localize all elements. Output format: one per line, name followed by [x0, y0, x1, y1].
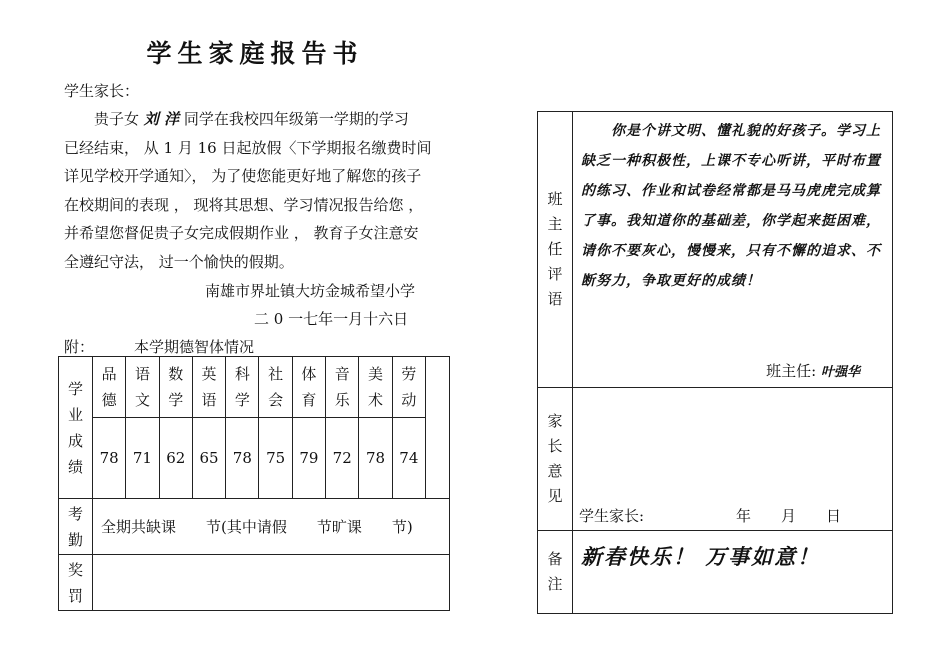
salutation: 学生家长： [64, 82, 140, 100]
rewards-row [59, 555, 450, 611]
report-title: 学生家庭报告书 [146, 39, 364, 68]
score-cell: 78 [226, 418, 259, 499]
subject-cell: 体育 [292, 357, 325, 418]
comment-line: 断努力，争取更好的成绩！ [581, 273, 761, 289]
comment-line: 请你不要灰心，慢慢来，只有不懈的追求、不 [581, 243, 881, 259]
appendix-label: 附： [64, 338, 95, 356]
score-cell: 65 [192, 418, 225, 499]
line1-suffix: 同学在我校四年级第一学期的学习 [183, 110, 409, 128]
date-placeholder: 年 月 日 [736, 507, 842, 525]
comment-line: 的练习、作业和试卷经常都是马马虎虎完成算 [581, 183, 881, 199]
appendix-title: 本学期德智体情况 [134, 338, 255, 356]
subject-cell: 数学 [159, 357, 192, 418]
remark-cell [573, 531, 893, 614]
line1-prefix: 贵子女 [94, 110, 140, 128]
remark-label: 备注 [538, 531, 573, 614]
teacher-signature: 班主任: 叶强华 [766, 362, 860, 380]
parent-opinion-label: 家长意见 [538, 388, 573, 531]
letter-line-5: 并希望您督促贵子女完成假期作业 ， 教育子女注意安 [64, 224, 419, 242]
remark-row [538, 531, 893, 614]
score-cell: 75 [259, 418, 292, 499]
scores-row [59, 418, 450, 499]
letter-line-2: 已经结束， 从 1 月 16 日起放假〈下学期报名缴费时间 [64, 139, 432, 157]
teacher-comment [573, 112, 892, 296]
grades-table [58, 356, 450, 611]
letter-line-1 [94, 109, 409, 129]
parent-signature: 学生家长: [579, 507, 645, 525]
score-cell: 79 [292, 418, 325, 499]
comment-line: 缺乏一种积极性，上课不专心听讲，平时布置 [581, 153, 881, 169]
academic-label: 学业成绩 [59, 357, 93, 499]
subject-cell: 美术 [359, 357, 392, 418]
student-name: 刘 洋 [143, 110, 180, 128]
school-name: 南雄市界址镇大坊金城希望小学 [205, 282, 416, 300]
score-cell: 78 [93, 418, 126, 499]
teacher-name: 叶强华 [820, 365, 860, 380]
letter-line-6: 全遵纪守法， 过一个愉快的假期。 [64, 253, 294, 271]
empty-cell [426, 357, 450, 499]
letter-date: 二 0 一七年一月十六日 [254, 310, 409, 328]
teacher-comment-cell [573, 112, 893, 388]
subject-cell: 社会 [259, 357, 292, 418]
remark-text: 新春快乐！ 万事如意！ [581, 545, 821, 569]
subject-cell: 语文 [126, 357, 159, 418]
subject-cell: 英语 [192, 357, 225, 418]
subjects-row [59, 357, 450, 418]
attendance-label: 考勤 [59, 499, 93, 555]
comment-line: 了事。我知道你的基础差，你学起来挺困难， [581, 213, 881, 229]
subject-cell: 品德 [93, 357, 126, 418]
score-cell: 78 [359, 418, 392, 499]
rewards-label: 奖罚 [59, 555, 93, 611]
attendance-row [59, 499, 450, 555]
comments-table [537, 111, 893, 614]
score-cell: 72 [326, 418, 359, 499]
teacher-comment-label: 班主任评语 [538, 112, 573, 388]
attendance-text: 全期共缺课 节(其中请假 节旷课 节) [93, 499, 450, 555]
score-cell: 62 [159, 418, 192, 499]
letter-line-3: 详见学校开学通知〉， 为了使您能更好地了解您的孩子 [64, 167, 422, 185]
letter-line-4: 在校期间的表现 ， 现将其思想、学习情况报告给您 ， [64, 196, 424, 214]
subject-cell: 劳动 [392, 357, 425, 418]
teacher-row [538, 112, 893, 388]
subject-cell: 科学 [226, 357, 259, 418]
score-cell: 71 [126, 418, 159, 499]
rewards-content [93, 555, 450, 611]
parent-opinion-cell [573, 388, 893, 531]
parent-row [538, 388, 893, 531]
comment-line: 你是个讲文明、懂礼貌的好孩子。学习上 [581, 123, 881, 139]
subject-cell: 音乐 [326, 357, 359, 418]
score-cell: 74 [392, 418, 425, 499]
